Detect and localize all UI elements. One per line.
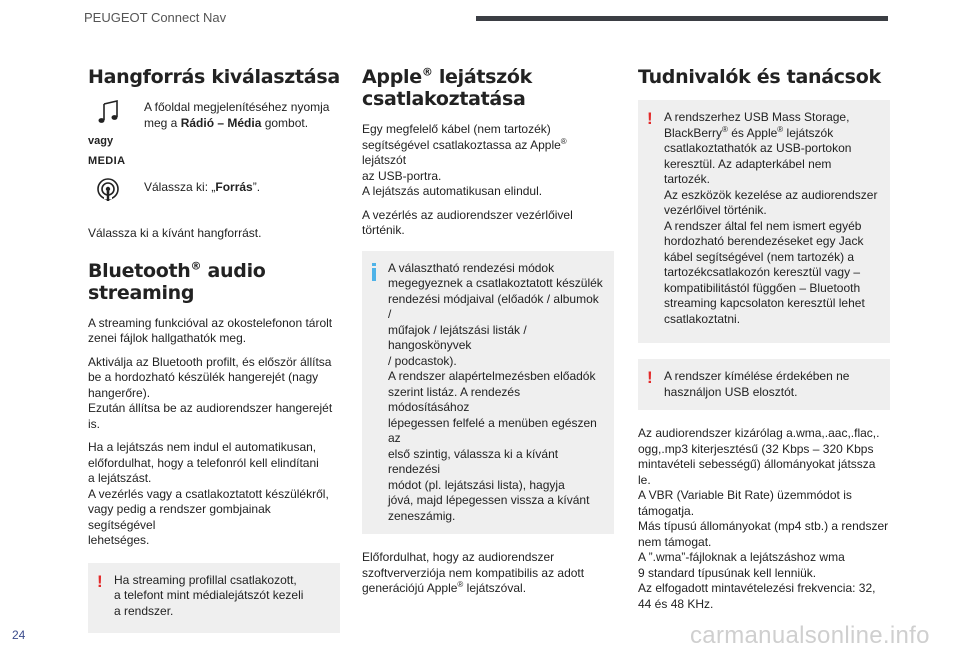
source-broadcast-icon [96,178,120,202]
bt-paragraph-1: A streaming funkcióval az okostelefonon tárolt zenei fájlok hallgathatók meg. [88,315,333,345]
apple-info-note: A választható rendezési módok megegyeznek a csatlakoztatott készülék rendezési módjaival (előadók / albumok / műfajok / lejátszási listák / hangoskönyvek / podcastok). A rendszer alapértelmezésben előadók szerint listáz. A rendezés módosításához lépegessen felfelé a menüben egészen az első szintig, válassza ki a kívánt rendezési módot (pl. lejátszási lista), hagyja jóvá, majd lépegessen vissza a kívánt zeneszámig. [362,251,614,535]
apple-paragraph-1: Egy megfelelő kábel (nem tartozék) segítségével csatlakoztassa az Apple® lejátszót az USB-portra. A lejátszás automatikusan elindul. [362,122,567,198]
choose-source-text: Válassza ki a kívánt hangforrást. [88,226,262,240]
media-button-label: MEDIA [88,155,126,167]
heading-source-select: Hangforrás kiválasztása [88,66,340,88]
forras-label: Forrás [215,180,253,194]
usb-warning-note: ! A rendszerhez USB Mass Storage, BlackBerry® és Apple® lejátszók csatlakoztathatók az USB-portokon keresztül. Az adapterkábel nem tartozék. Az eszközök kezelése az audiorendszer vezérlőivel történik. A rendszer által fel nem ismert egyéb hordozható berendezéseket egy Jack kábel segítségével (nem tartozék) a tartozékcsatlakozón keresztül vagy – kompatibilitástól függően – Bluetooth streaming kapcsolaton keresztül lehet csatlakoztatni. [638,100,890,343]
apple-paragraph-3: Előfordulhat, hogy az audiorendszer szoftververziója nem kompatibilis az adott generációjú Apple® lejátszóval. [362,550,585,595]
exclamation-icon: ! [647,109,653,128]
media-instruction [88,100,340,172]
radio-media-label: Rádió – Média [180,115,262,130]
info-icon [372,263,376,281]
source-instruction [88,180,340,220]
header-rule [476,16,888,21]
exclamation-icon: ! [97,571,103,591]
watermark: carmanualsonline.info [690,622,930,649]
bt-warning-note: ! Ha streaming profillal csatlakozott, a telefont mint médialejátszót kezeli a rendszer. [88,563,340,634]
exclamation-icon: ! [647,368,653,387]
column-1 [88,66,340,645]
media-text-line2: meg a Rádió – Média gombot. [144,115,309,130]
heading-tips: Tudnivalók és tanácsok [638,66,881,88]
bt-paragraph-3: Ha a lejátszás nem indul el automatikusan, előfordulhat, hogy a telefonról kell elindítani a lejátszást. A vezérlés vagy a csatlakoztatott készülékről, vagy pedig a rendszer gombjainak segítségével lehetséges. [88,440,329,547]
heading-apple: Apple® lejátszók csatlakoztatása [362,65,533,110]
apple-paragraph-2: A vezérlés az audiorendszer vezérlőivel történik. [362,207,573,237]
or-label: vagy [88,135,114,147]
usb-hub-warning-note: ! A rendszer kímélése érdekében ne használjon USB elosztót. [638,359,890,410]
formats-paragraph: Az audiorendszer kizárólag a.wma,.aac,.flac,. ogg,.mp3 kiterjesztésű (32 Kbps – 320 Kbps mintavételi sebességű) állományokat játssza le. A VBR (Variable Bit Rate) üzemmódot is támogatja. Más típusú állományokat (mp4 stb.) a rendszer nem támogat. A ”.wma”-fájloknak a lejátszáshoz wma 9 standard típusúnak kell lenniük. Az elfogadott mintavételezési frekvencia: 32, 44 és 48 KHz. [638,426,889,611]
music-note-icon [98,100,120,124]
source-text: Válassza ki: „Forrás”. [144,180,261,194]
media-text-line1: A főoldal megjelenítéséhez nyomja [144,100,330,114]
bt-paragraph-2: Aktiválja az Bluetooth profilt, és először állítsa be a hordozható készülék hangerejét (nagy hangerőre). Ezután állítsa be az audiorendszer hangerejét is. [88,354,333,431]
column-3 [638,66,890,620]
header-title: PEUGEOT Connect Nav [84,10,227,25]
heading-bluetooth: Bluetooth® audio streaming [88,259,266,304]
column-2 [362,66,614,605]
page-number: 24 [12,628,26,642]
